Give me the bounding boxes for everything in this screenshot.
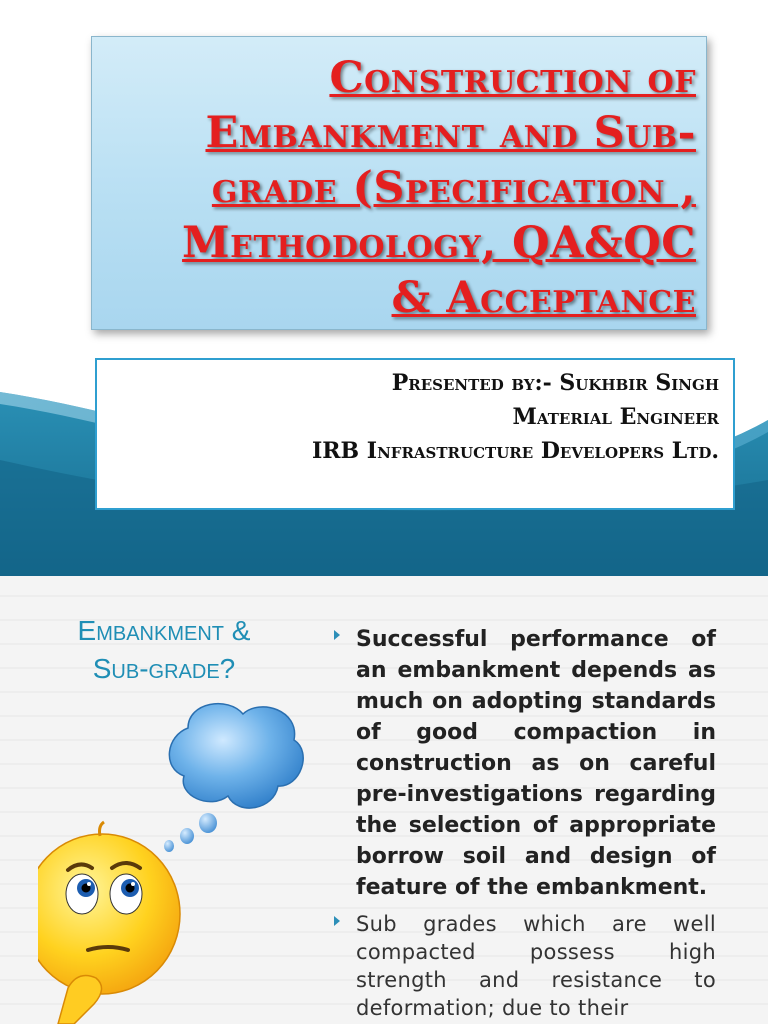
thought-bubbles bbox=[164, 813, 217, 852]
presenter-info bbox=[312, 366, 719, 468]
bullet-text: Successful performance of an embankment depends as much on adopting standards of good compaction in construction as on careful pre-investigations regarding the selection of appropriate borrow soil and design of feature of the embankment. bbox=[356, 627, 716, 900]
heading-line: Sub-grade? bbox=[92, 653, 236, 684]
heading-line: Embankment & bbox=[77, 615, 251, 646]
illustration-svg bbox=[38, 688, 308, 1024]
thinking-illustration bbox=[38, 688, 308, 1024]
presenter-box bbox=[95, 358, 735, 510]
slide-title bbox=[106, 51, 696, 326]
slide-heading bbox=[14, 612, 314, 688]
title-line: Construction of bbox=[329, 53, 696, 103]
bullet-text: Sub grades which are well compacted possess high strength and resistance to deformation; due to their bbox=[356, 912, 716, 1020]
title-line: grade (Specification , bbox=[211, 163, 696, 213]
thought-cloud-icon bbox=[169, 704, 303, 808]
thinking-emoji-icon bbox=[38, 822, 180, 1024]
title-line: Methodology, QA&QC bbox=[182, 218, 696, 268]
title-line: & Acceptance bbox=[391, 273, 696, 323]
content-slide bbox=[0, 576, 768, 1024]
title-box bbox=[91, 36, 707, 330]
bullet-list bbox=[332, 624, 716, 1022]
presenter-company: IRB Infrastructure Developers Ltd. bbox=[311, 438, 719, 464]
bullet-item bbox=[332, 910, 716, 1022]
presenter-name: Presented by:- Sukhbir Singh bbox=[391, 370, 719, 396]
title-line: Embankment and Sub- bbox=[205, 108, 696, 158]
bullet-arrow-icon bbox=[334, 630, 340, 640]
presenter-role: Material Engineer bbox=[512, 404, 719, 430]
bullet-arrow-icon bbox=[334, 916, 340, 926]
bullet-item bbox=[332, 624, 716, 903]
